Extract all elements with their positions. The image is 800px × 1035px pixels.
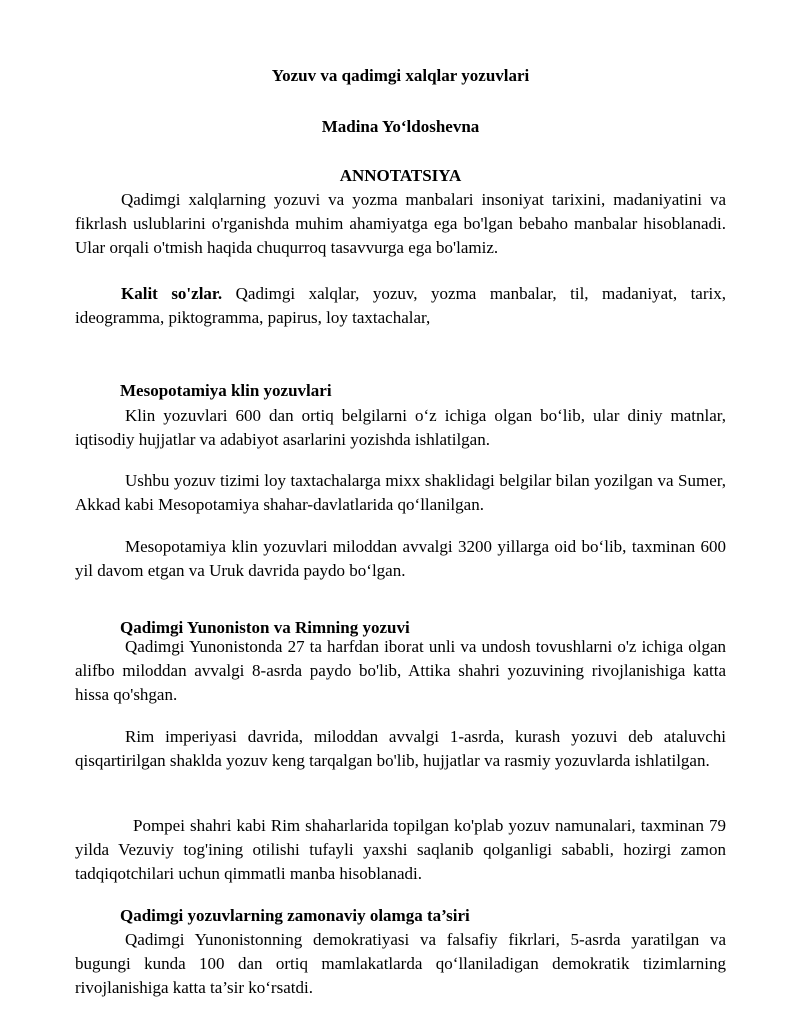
section-heading-mesopotamia: Mesopotamiya klin yozuvlari: [120, 381, 332, 400]
keywords-label: Kalit so'zlar.: [121, 284, 223, 303]
keywords-paragraph: [75, 282, 726, 330]
section-paragraph: Mesopotamiya klin yozuvlari miloddan avvalgi 3200 yillarga oid bo‘lib, taxminan 600 yil davom etgan va Uruk davrida paydo bo‘lgan.: [75, 537, 726, 580]
document-author: Madina Yo‘ldoshevna: [321, 117, 480, 136]
document-title: Yozuv va qadimgi xalqlar yozuvlari: [271, 66, 530, 85]
section-heading-greece-rome: Qadimgi Yunoniston va Rimning yozuvi: [120, 618, 410, 637]
annotation-heading: ANNOTATSIYA: [339, 166, 462, 185]
section-paragraph: Pompei shahri kabi Rim shaharlarida topilgan ko'plab yozuv namunalari, taxminan 79 yilda Vezuviy tog'ining otilishi tufayli yaxshi saqlanib qolganligi sababli, hozirgi zamon tadqiqotchilari uchun qimmatli manba hisoblanadi.: [75, 816, 726, 883]
annotation-paragraph: Qadimgi xalqlarning yozuvi va yozma manbalari insoniyat tarixini, madaniyatini va fikrlash uslublarini o'rganishda muhim ahamiyatga ega bo'lgan bebaho manbalar hisoblanadi. Ular orqali o'tmish haqida chuqurroq tasavvurga ega bo'lamiz.: [75, 190, 726, 257]
section-paragraph: Qadimgi Yunonistonning demokratiyasi va falsafiy fikrlari, 5-asrda yaratilgan va bugungi kunda 100 dan ortiq mamlakatlarda qo‘llaniladigan demokratik tizimlarning rivojlanishiga katta ta’sir ko‘rsatdi.: [75, 930, 726, 997]
section-paragraph: Ushbu yozuv tizimi loy taxtachalarga mixx shaklidagi belgilar bilan yozilgan va Sumer, Akkad kabi Mesopotamiya shahar-davlatlarida qo‘llanilgan.: [75, 471, 726, 514]
section-heading-modern-influence: Qadimgi yozuvlarning zamonaviy olamga ta’siri: [120, 906, 470, 925]
section-paragraph: Rim imperiyasi davrida, miloddan avvalgi 1-asrda, kurash yozuvi deb ataluvchi qisqartirilgan shaklda yozuv keng tarqalgan bo'lib, hujjatlar va rasmiy yozuvlarda ishlatilgan.: [75, 727, 726, 770]
keywords-text: Qadimgi xalqlar, yozuv, yozma manbalar, til, madaniyat, tarix, ideogramma, piktogramma, papirus, loy taxtachalar,: [75, 284, 726, 327]
section-paragraph: Qadimgi Yunonistonda 27 ta harfdan iborat unli va undosh tovushlarni o'z ichiga olgan alifbo miloddan avvalgi 8-asrda paydo bo'lib, Attika shahri yozuvining rivojlanishiga katta hissa qo'shgan.: [75, 637, 726, 704]
section-paragraph: Klin yozuvlari 600 dan ortiq belgilarni o‘z ichiga olgan bo‘lib, ular diniy matnlar, iqtisodiy hujjatlar va adabiyot asarlarini yozishda ishlatilgan.: [75, 406, 726, 449]
